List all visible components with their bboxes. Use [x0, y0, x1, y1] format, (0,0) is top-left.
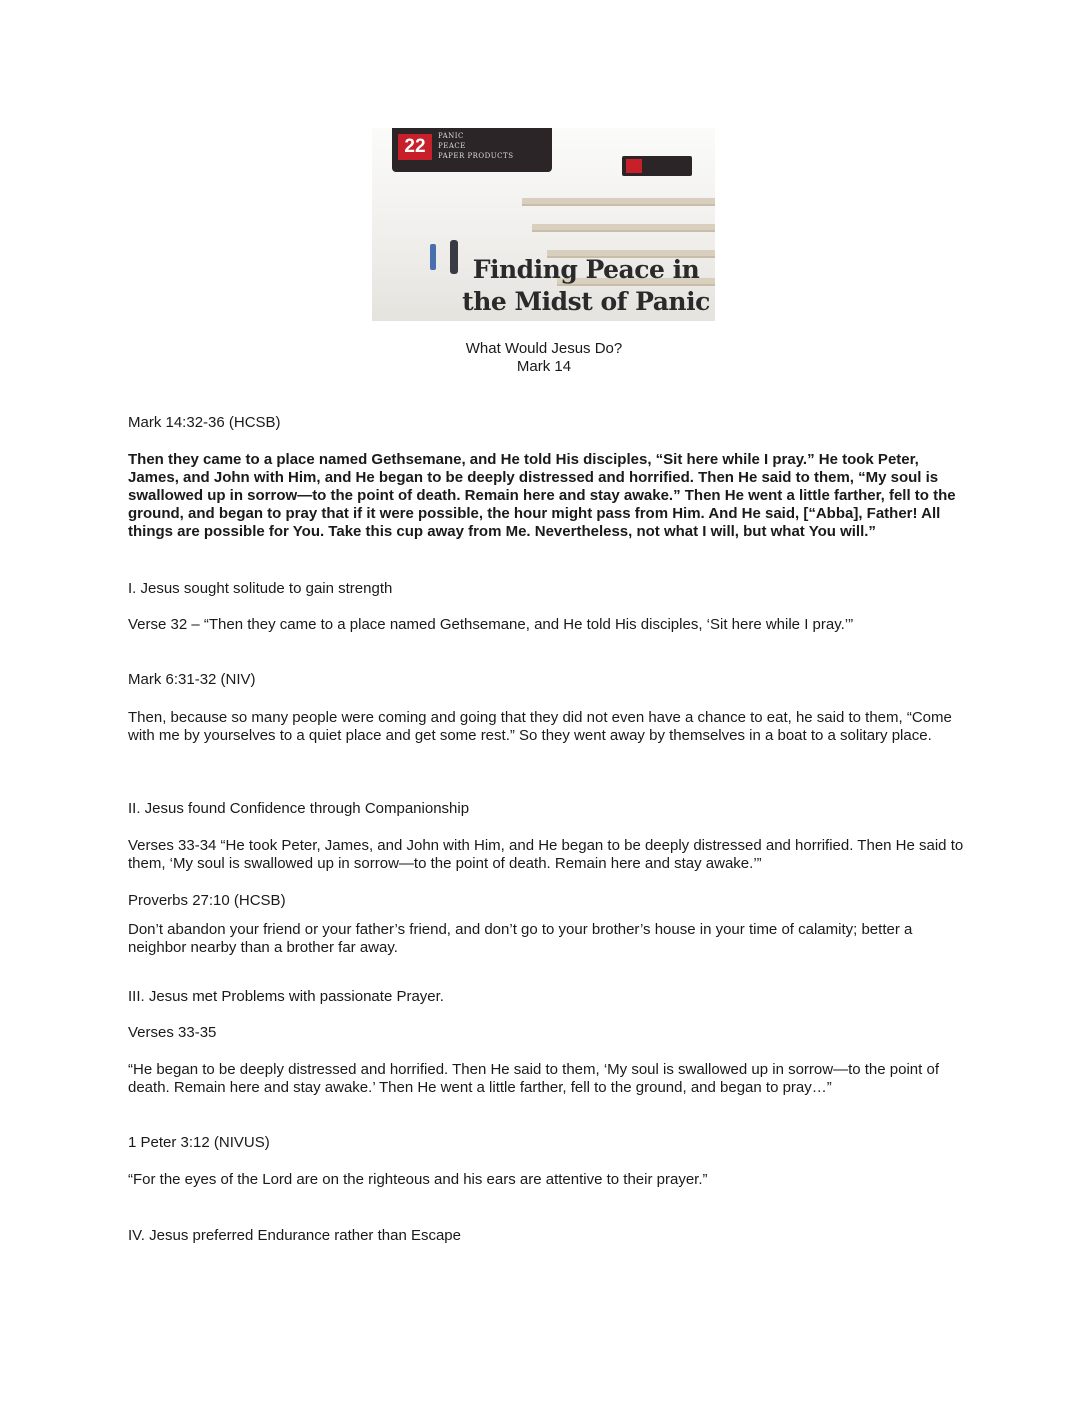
scripture-reference: Proverbs 27:10 (HCSB) — [128, 892, 286, 909]
scripture-text: Don’t abandon your friend or your father’s friend, and don’t go to your brother’s house in your time of calamity; better a neighbor nearby than a brother far away. — [128, 921, 913, 956]
scripture-text: Then, because so many people were coming and going that they did not even have a chance to eat, he said to them, “Come with me by yourselves to a quiet place and get some rest.” So they went away by themselves in a boat to a solitary place. — [128, 709, 952, 744]
banner-title: Finding Peace in the Midst of Panic — [462, 255, 710, 316]
scripture-reference: Mark 14:32-36 (HCSB) — [128, 414, 281, 431]
scripture-reference: Verses 33-35 — [128, 1024, 217, 1041]
point-heading: I. Jesus sought solitude to gain strength — [128, 580, 393, 597]
shelf — [532, 224, 715, 232]
scripture-reference: Mark 6:31-32 (NIV) — [128, 671, 256, 688]
document-title: What Would Jesus Do? — [465, 340, 623, 357]
point-heading: II. Jesus found Confidence through Companionship — [128, 800, 470, 817]
point-verse: “He began to be deeply distressed and horrified. Then He said to them, ‘My soul is swallowed up in sorrow—to the point of death. Remain here and stay awake.’ Then He went a little farther, fell to the ground, and began to pray…” — [128, 1061, 939, 1096]
point-verse: Verses 33-34 “He took Peter, James, and John with Him, and He began to be deeply distressed and horrified. Then He said to them, ‘My soul is swallowed up in sorrow—to the point of death. Remain here and stay awake.’” — [128, 837, 964, 872]
scripture-reference: 1 Peter 3:12 (NIVUS) — [128, 1134, 270, 1151]
aisle-number: 22 — [398, 134, 432, 160]
point-verse: Verse 32 – “Then they came to a place named Gethsemane, and He told His disciples, ‘Sit here while I pray.’” — [128, 616, 854, 633]
scripture-text: Then they came to a place named Gethsemane, and He told His disciples, “Sit here while I pray.” He took Peter, James, and John with Him, and He began to be deeply distressed and horrified. Then He said to them, “My soul is swallowed up in sorrow—to the point of death. Remain here and stay awake.” Then He went a little farther, fell to the ground, and began to pray that if it were possible, the hour might pass from Him. And He said, [“Abba], Father! All things are possible for You. Take this cup away from Me. Nevertheless, not what I will, but what You will.” — [128, 451, 956, 540]
sermon-banner-image — [372, 128, 715, 321]
distant-aisle-sign — [622, 156, 692, 176]
aisle-sign-text: PANIC PEACE PAPER PRODUCTS — [438, 132, 514, 160]
document-subtitle: Mark 14 — [516, 358, 572, 375]
shopper-figure — [430, 244, 436, 270]
document-header — [0, 340, 1088, 376]
point-heading: IV. Jesus preferred Endurance rather than Escape — [128, 1227, 461, 1244]
scripture-text: “For the eyes of the Lord are on the righteous and his ears are attentive to their prayer.” — [128, 1171, 708, 1188]
aisle-sign — [392, 128, 552, 172]
point-heading: III. Jesus met Problems with passionate Prayer. — [128, 988, 444, 1005]
shelf — [522, 198, 715, 206]
